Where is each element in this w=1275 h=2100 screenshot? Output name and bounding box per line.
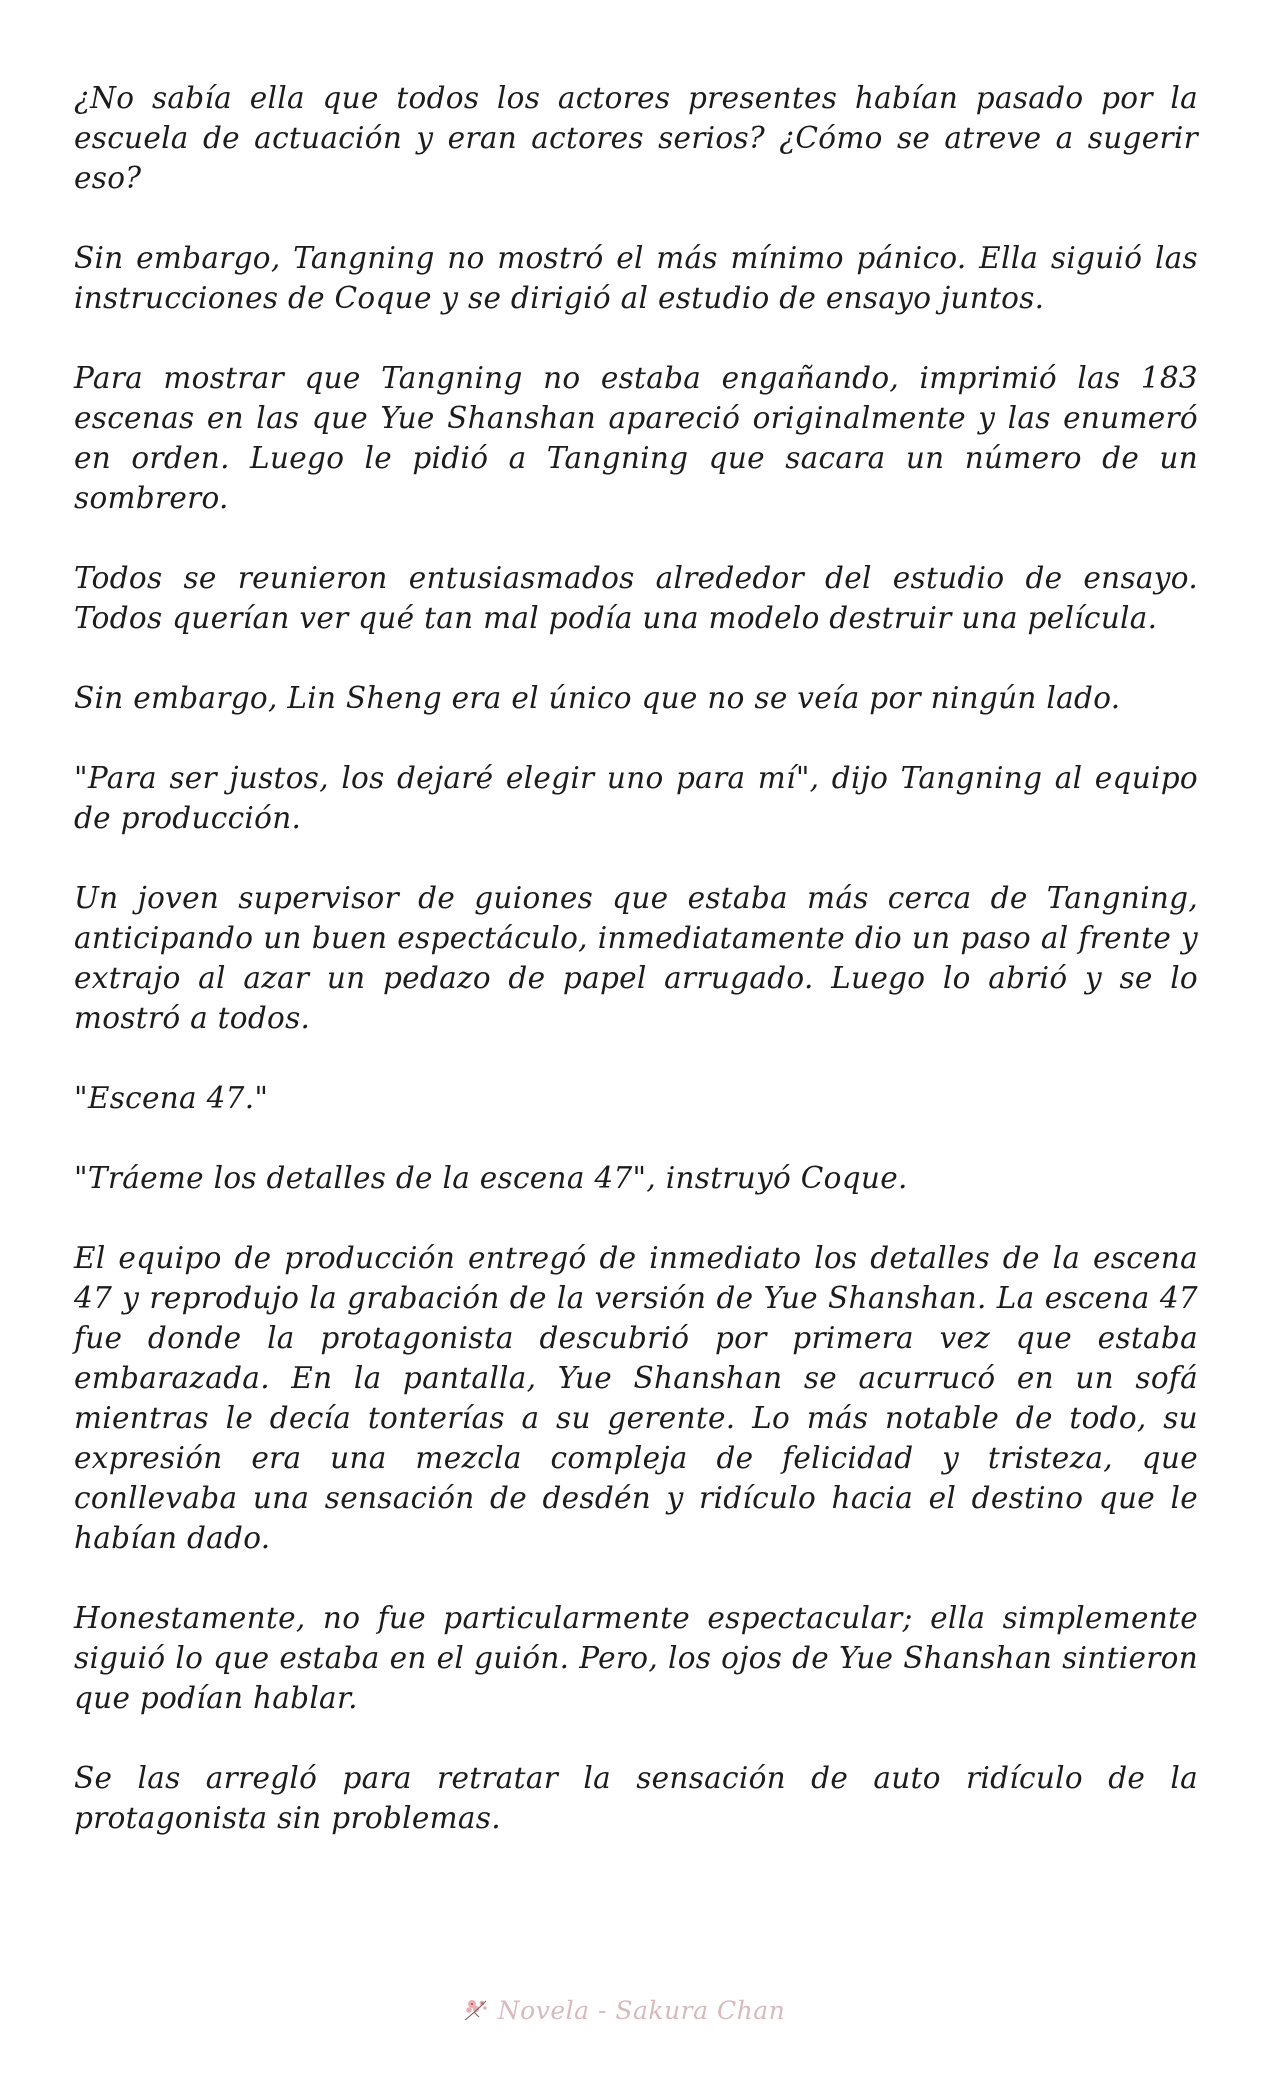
watermark: [462, 1995, 785, 2025]
paragraph-2: Sin embargo, Tangning no mostró el más mínimo pánico. Ella siguió las instrucciones de Coque y se dirigió al estudio de ensayo juntos.: [74, 241, 1198, 315]
sakura-flower-icon: [462, 1995, 492, 2025]
document-body: [74, 78, 1198, 1878]
paragraph-5: Sin embargo, Lin Sheng era el único que no se veía por ningún lado.: [74, 681, 1121, 715]
paragraph-9: "Tráeme los detalles de la escena 47", instruyó Coque.: [74, 1161, 908, 1195]
paragraph-8: "Escena 47.": [74, 1081, 269, 1115]
paragraph-10: El equipo de producción entregó de inmediato los detalles de la escena 47 y reprodujo la grabación de la versión de Yue Shanshan. La escena 47 fue donde la protagonista descubrió por primera vez que estaba embarazada. En la pantalla, Yue Shanshan se acurrucó en un sofá mientras le decía tonterías a su gerente. Lo más notable de todo, su expresión era una mezcla compleja de felicidad y tristeza, que conllevaba una sensación de desdén y ridículo hacia el destino que le habían dado.: [74, 1241, 1198, 1555]
paragraph-12: Se las arregló para retratar la sensación de auto ridículo de la protagonista sin problemas.: [74, 1761, 1198, 1835]
watermark-footer: [0, 1990, 1275, 2030]
paragraph-11: Honestamente, no fue particularmente espectacular; ella simplemente siguió lo que estaba en el guión. Pero, los ojos de Yue Shanshan sintieron que podían hablar.: [74, 1601, 1198, 1715]
watermark-text: Novela - Sakura Chan: [497, 1995, 786, 2025]
paragraph-1: ¿No sabía ella que todos los actores presentes habían pasado por la escuela de actuación y eran actores serios? ¿Cómo se atreve a sugerir eso?: [74, 81, 1198, 195]
paragraph-4: Todos se reunieron entusiasmados alrededor del estudio de ensayo. Todos querían ver qué tan mal podía una modelo destruir una película.: [74, 561, 1198, 635]
paragraph-3: Para mostrar que Tangning no estaba engañando, imprimió las 183 escenas en las que Yue Shanshan apareció originalmente y las enumeró en orden. Luego le pidió a Tangning que sacara un número de un sombrero.: [74, 361, 1198, 515]
paragraph-7: Un joven supervisor de guiones que estaba más cerca de Tangning, anticipando un buen espectáculo, inmediatamente dio un paso al frente y extrajo al azar un pedazo de papel arrugado. Luego lo abrió y se lo mostró a todos.: [74, 881, 1198, 1035]
paragraph-6: "Para ser justos, los dejaré elegir uno para mí", dijo Tangning al equipo de producción.: [74, 761, 1198, 835]
